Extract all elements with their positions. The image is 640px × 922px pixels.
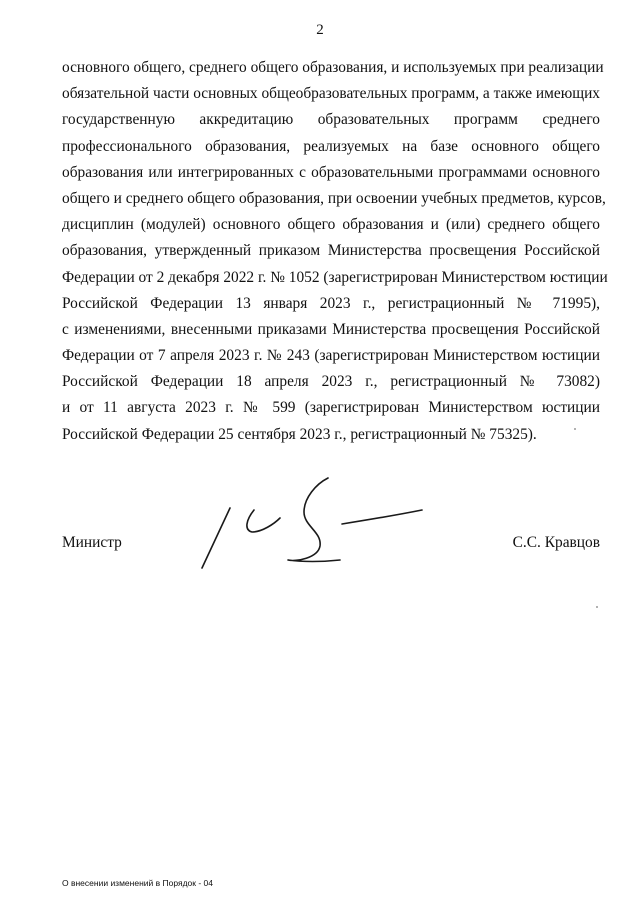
scan-speck (596, 606, 598, 608)
body-line: Федерации от 7 апреля 2023 г. № 243 (зарегистрирован Министерством юстиции (62, 347, 600, 365)
body-line: образования или интегрированных с образовательными программами основного (62, 163, 600, 181)
body-line: Российской Федерации 18 апреля 2023 г., регистрационный № 73082) (62, 373, 600, 391)
body-line: дисциплин (модулей) основного общего образования и (или) среднего общего (62, 216, 600, 234)
page-number: 2 (316, 22, 324, 38)
body-line: основного общего, среднего общего образования, и используемых при реализации (62, 59, 604, 76)
body-line: профессионального образования, реализуемых на базе основного общего (62, 137, 600, 155)
body-text (62, 58, 608, 451)
body-line: образования, утвержденный приказом Министерства просвещения Российской (62, 242, 600, 260)
body-line: Федерации от 2 декабря 2022 г. № 1052 (зарегистрирован Министерством юстиции (62, 268, 608, 286)
body-line: и от 11 августа 2023 г. № 599 (зарегистрирован Министерством юстиции (62, 399, 600, 417)
body-line: государственную аккредитацию образовательных программ среднего (62, 111, 600, 129)
body-line: обязательной части основных общеобразовательных программ, а также имеющих (62, 85, 601, 103)
handwritten-signature (192, 470, 432, 580)
signer-position: Министр (62, 534, 122, 551)
body-line-last: Российской Федерации 25 сентября 2023 г., регистрационный № 75325). (62, 425, 537, 443)
footer-text: О внесении изменений в Порядок - 04 (62, 878, 213, 888)
body-line: общего и среднего общего образования, при освоении учебных предметов, курсов, (62, 189, 606, 207)
signer-name: С.С. Кравцов (512, 534, 600, 551)
signature-block (62, 470, 600, 590)
body-line: Российской Федерации 13 января 2023 г., регистрационный № 71995), (62, 294, 600, 312)
body-line: с изменениями, внесенными приказами Министерства просвещения Российской (62, 320, 600, 338)
scan-speck (574, 428, 576, 430)
